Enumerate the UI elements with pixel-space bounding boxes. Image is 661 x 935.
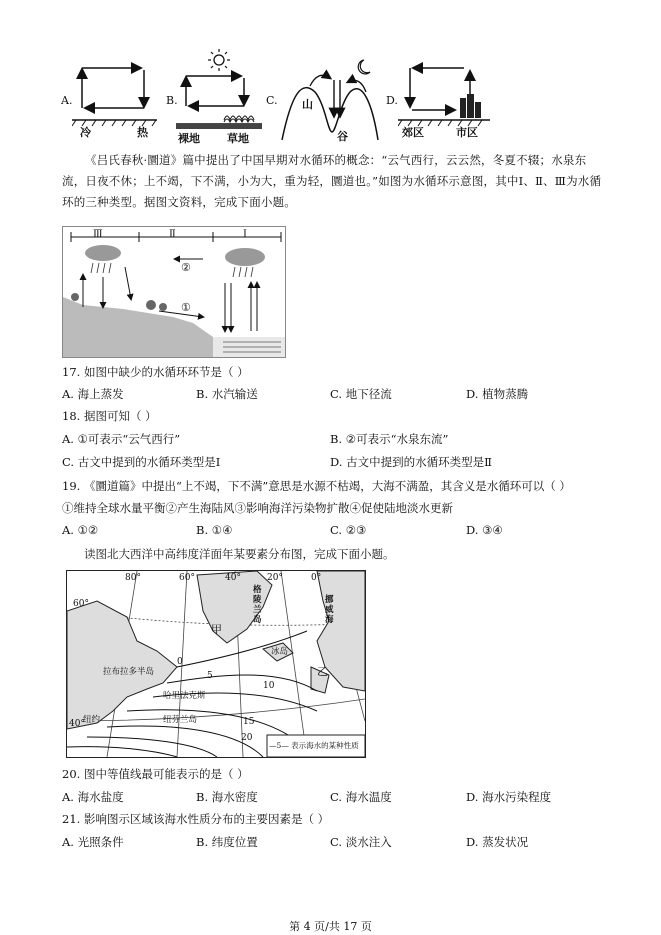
grass-icon bbox=[224, 116, 254, 122]
q19-option-c[interactable]: C. ②③ bbox=[330, 523, 367, 537]
label-valley: 谷 bbox=[337, 130, 348, 143]
question-17-stem: 17. 如图中缺少的水循环环节是（ ） bbox=[62, 365, 249, 379]
map-label-iceland: 冰岛 bbox=[271, 647, 289, 657]
water-cycle-figure bbox=[62, 226, 286, 358]
label-mountain: 山 bbox=[302, 98, 313, 111]
label-circle-2: ② bbox=[181, 261, 191, 274]
isoline-label-10: 10 bbox=[263, 681, 275, 691]
question-21-stem: 21. 影响图示区域该海水性质分布的主要因素是（ ） bbox=[62, 812, 330, 826]
map-legend: —5— 表示海水的某种性质 bbox=[269, 741, 359, 750]
option-letter-c: C. bbox=[266, 94, 278, 107]
map-label-norway-sea: 挪威海 bbox=[325, 595, 334, 625]
q21-option-a[interactable]: A. 光照条件 bbox=[62, 835, 124, 849]
q19-option-b[interactable]: B. ①④ bbox=[196, 523, 233, 537]
map-label-newfoundland: 纽芬兰岛 bbox=[163, 715, 198, 725]
city-buildings-icon bbox=[460, 94, 481, 118]
q18-option-c[interactable]: C. 古文中提到的水循环类型是Ⅰ bbox=[62, 455, 221, 469]
map-label-new-york: 纽约 bbox=[83, 715, 101, 725]
q17-option-a[interactable]: A. 海上蒸发 bbox=[62, 387, 124, 401]
map-label-40-lat: 40° bbox=[69, 719, 85, 729]
q19-option-a[interactable]: A. ①② bbox=[62, 523, 99, 537]
atlantic-map bbox=[66, 570, 366, 758]
diagram-b-figure bbox=[176, 48, 266, 138]
question-19-statements: ①维持全球水量平衡②产生海陆风③影响海洋污染物扩散④促使陆地淡水更新 bbox=[62, 501, 453, 515]
isoline-label-15: 15 bbox=[243, 717, 255, 727]
q17-option-b[interactable]: B. 水汽输送 bbox=[196, 387, 258, 401]
isoline-label-5: 5 bbox=[207, 671, 213, 681]
q19-option-d[interactable]: D. ③④ bbox=[466, 523, 503, 537]
moon-icon bbox=[358, 60, 370, 74]
q20-option-c[interactable]: C. 海水温度 bbox=[330, 790, 392, 804]
label-type-iii: Ⅲ bbox=[93, 229, 103, 240]
page-footer: 第 4 页/共 17 页 bbox=[289, 920, 372, 933]
label-circle-1: ① bbox=[181, 301, 191, 314]
label-hot: 热 bbox=[137, 126, 148, 139]
map-label-greenland: 格陵兰岛 bbox=[253, 585, 262, 625]
map-label-80: 80° bbox=[125, 573, 141, 583]
label-bare-land: 裸地 bbox=[178, 132, 200, 145]
question-20-stem: 20. 图中等值线最可能表示的是（ ） bbox=[62, 767, 249, 781]
q18-option-d[interactable]: D. 古文中提到的水循环类型是Ⅱ bbox=[330, 455, 492, 469]
sun-icon bbox=[208, 49, 230, 71]
map-label-20: 20° bbox=[267, 573, 283, 583]
diagram-c-figure bbox=[280, 52, 380, 152]
q21-option-c[interactable]: C. 淡水注入 bbox=[330, 835, 392, 849]
q17-option-c[interactable]: C. 地下径流 bbox=[330, 387, 392, 401]
isoline-label-20: 20 bbox=[241, 733, 253, 743]
label-suburb: 郊区 bbox=[402, 126, 424, 139]
q21-option-d[interactable]: D. 蒸发状况 bbox=[466, 835, 529, 849]
map-label-yi: 乙 bbox=[317, 665, 328, 678]
question-18-stem: 18. 据图可知（ ） bbox=[62, 409, 157, 423]
q17-option-d[interactable]: D. 植物蒸腾 bbox=[466, 387, 529, 401]
map-label-0: 0° bbox=[311, 573, 322, 583]
option-letter-a: A. bbox=[61, 94, 73, 107]
option-letter-d: D. bbox=[386, 94, 398, 107]
isoline-label-0: 0 bbox=[177, 657, 183, 667]
q20-option-d[interactable]: D. 海水污染程度 bbox=[466, 790, 552, 804]
label-type-i: Ⅰ bbox=[243, 229, 247, 240]
map-label-60-lat: 60° bbox=[73, 599, 89, 609]
map-label-labrador: 拉布拉多半岛 bbox=[103, 667, 155, 677]
q20-option-b[interactable]: B. 海水密度 bbox=[196, 790, 258, 804]
map-label-halifax: 哈里法克斯 bbox=[163, 691, 206, 701]
passage-water-cycle: 《吕氏春秋·圜道》篇中提出了中国早期对水循环的概念：“云气西行，云云然，冬夏不辍；水泉东流，日夜不休；上不竭，下不满，小为大，重为轻，圜道也。”如图为水循环示意图，其中Ⅰ、Ⅱ、Ⅲ为水循环的三种类型。据图文资料，完成下面小题。 bbox=[62, 153, 602, 209]
label-grassland: 草地 bbox=[227, 132, 249, 145]
water-cycle-svg bbox=[63, 227, 285, 357]
q18-option-a[interactable]: A. ①可表示“云气西行” bbox=[62, 432, 181, 446]
option-letter-b: B. bbox=[166, 94, 178, 107]
q20-option-a[interactable]: A. 海水盐度 bbox=[62, 790, 124, 804]
question-19-stem: 19. 《圜道篇》中提出“上不竭，下不满”意思是水源不枯竭，大海不满盈，其含义是水循环可以（ ） bbox=[62, 479, 571, 493]
label-type-ii: Ⅱ bbox=[169, 229, 176, 240]
map-label-jia: 甲 bbox=[211, 623, 222, 636]
map-label-60: 60° bbox=[179, 573, 195, 583]
label-urban: 市区 bbox=[456, 126, 478, 139]
passage-atlantic: 读图北大西洋中高纬度洋面年某要素分布图，完成下面小题。 bbox=[84, 547, 395, 561]
map-label-40: 40° bbox=[225, 573, 241, 583]
label-cold: 冷 bbox=[80, 126, 91, 139]
q21-option-b[interactable]: B. 纬度位置 bbox=[196, 835, 258, 849]
q18-option-b[interactable]: B. ②可表示“水泉东流” bbox=[330, 432, 449, 446]
